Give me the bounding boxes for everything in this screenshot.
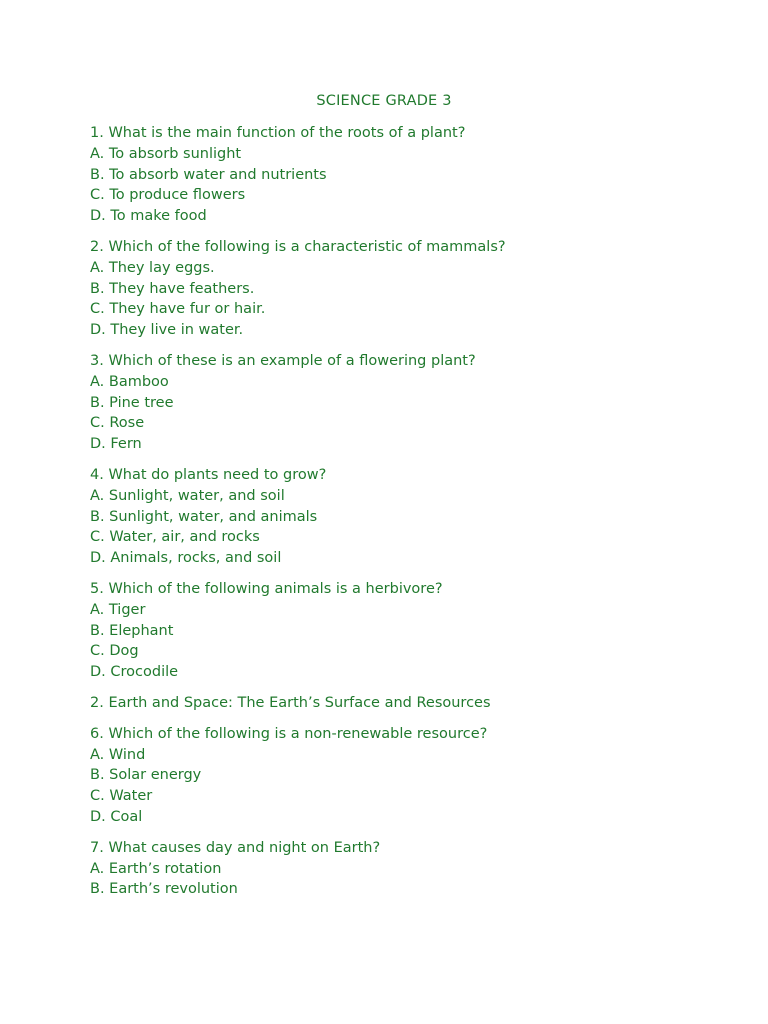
answer-option-a: A. Tiger (90, 601, 146, 618)
answer-option-d: D. To make food (90, 208, 207, 225)
question-2 (90, 237, 730, 341)
answer-option-c: C. To produce flowers (90, 187, 246, 204)
answer-option-b: B. Solar energy (90, 767, 202, 784)
answer-option-c: C. Water (90, 788, 153, 805)
answer-option-d: D. Crocodile (90, 664, 179, 681)
question-4 (90, 465, 730, 569)
answer-option-b: B. To absorb water and nutrients (90, 166, 327, 183)
question-text: 2. Which of the following is a characteristic of mammals? (90, 238, 506, 255)
question-5 (90, 579, 730, 683)
answer-option-b: B. Elephant (90, 622, 174, 639)
section-heading-text: 2. Earth and Space: The Earth’s Surface and Resources (90, 694, 491, 711)
page-title: SCIENCE GRADE 3 (316, 93, 452, 109)
answer-option-c: C. Water, air, and rocks (90, 529, 260, 546)
answer-option-a: A. Earth’s rotation (90, 860, 222, 877)
answer-option-a: A. They lay eggs. (90, 259, 215, 276)
answer-option-d: D. They live in water. (90, 322, 244, 339)
question-text: 1. What is the main function of the roots of a plant? (90, 125, 466, 141)
question-list (90, 123, 730, 910)
answer-option-d: D. Animals, rocks, and soil (90, 550, 282, 567)
question-text: 7. What causes day and night on Earth? (90, 839, 381, 856)
answer-option-a: A. To absorb sunlight (90, 145, 242, 162)
answer-option-a: A. Sunlight, water, and soil (90, 487, 285, 504)
section-heading (90, 693, 730, 714)
answer-option-a: A. Bamboo (90, 373, 169, 390)
answer-option-b: B. Pine tree (90, 394, 174, 411)
answer-option-b: B. They have feathers. (90, 280, 255, 297)
answer-option-a: A. Wind (90, 746, 146, 763)
question-1 (90, 123, 730, 227)
answer-option-c: C. Rose (90, 415, 145, 432)
answer-option-d: D. Fern (90, 436, 142, 453)
question-text: 6. Which of the following is a non-renewable resource? (90, 725, 488, 742)
answer-option-b: B. Earth’s revolution (90, 881, 238, 898)
answer-option-c: C. Dog (90, 643, 139, 660)
question-3 (90, 351, 730, 455)
question-7 (90, 838, 730, 900)
question-text: 3. Which of these is an example of a flowering plant? (90, 352, 476, 369)
question-6 (90, 724, 730, 828)
question-text: 4. What do plants need to grow? (90, 466, 327, 483)
question-text: 5. Which of the following animals is a herbivore? (90, 580, 443, 597)
answer-option-d: D. Coal (90, 808, 143, 825)
answer-option-c: C. They have fur or hair. (90, 301, 266, 318)
answer-option-b: B. Sunlight, water, and animals (90, 508, 318, 525)
